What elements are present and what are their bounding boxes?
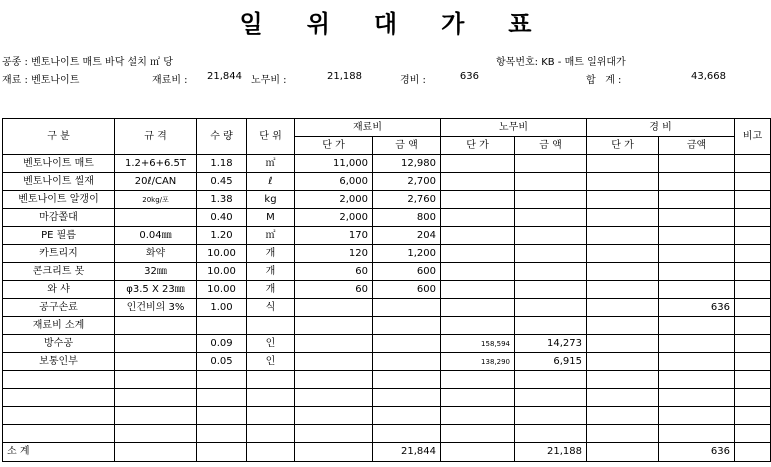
header-l-amount: 금 액 xyxy=(515,137,587,155)
row-unit: 식 xyxy=(247,299,295,317)
row-unit: 개 xyxy=(247,263,295,281)
row-labor-price xyxy=(441,245,515,263)
row-qty: 1.00 xyxy=(197,299,247,317)
row-note xyxy=(735,155,771,173)
row-material-amount: 600 xyxy=(373,263,441,281)
row-material-amount: 1,200 xyxy=(373,245,441,263)
row-material-amount xyxy=(373,335,441,353)
table-row xyxy=(3,281,771,299)
work-label: 공종 : xyxy=(2,57,28,68)
row-expense-amount xyxy=(659,335,735,353)
row-material-amount xyxy=(373,317,441,335)
row-qty: 0.09 xyxy=(197,335,247,353)
row-labor-price xyxy=(441,425,515,443)
row-expense-amount xyxy=(659,209,735,227)
row-unit: M xyxy=(247,209,295,227)
table-row xyxy=(3,227,771,245)
row-material-price xyxy=(295,317,373,335)
subtotal-material: 21,844 xyxy=(373,443,441,462)
row-labor-amount xyxy=(515,191,587,209)
row-expense-price xyxy=(587,299,659,317)
row-labor-price xyxy=(441,155,515,173)
row-qty: 10.00 xyxy=(197,281,247,299)
table-row xyxy=(3,263,771,281)
row-item xyxy=(3,407,115,425)
header-item: 구 분 xyxy=(3,119,115,155)
row-unit xyxy=(247,389,295,407)
material-info xyxy=(2,71,79,86)
row-expense-amount xyxy=(659,353,735,371)
row-qty xyxy=(197,389,247,407)
row-material-amount xyxy=(373,299,441,317)
row-expense-amount xyxy=(659,263,735,281)
row-labor-amount xyxy=(515,407,587,425)
row-spec xyxy=(115,425,197,443)
row-labor-amount xyxy=(515,227,587,245)
row-labor-price xyxy=(441,389,515,407)
row-unit xyxy=(247,317,295,335)
table-row xyxy=(3,407,771,425)
row-labor-amount xyxy=(515,425,587,443)
row-item: 벤토나이트 씰재 xyxy=(3,173,115,191)
row-material-price xyxy=(295,389,373,407)
row-material-amount xyxy=(373,389,441,407)
row-material-price xyxy=(295,371,373,389)
row-qty: 10.00 xyxy=(197,245,247,263)
row-unit: kg xyxy=(247,191,295,209)
row-spec: 20kg/포 xyxy=(115,191,197,209)
row-expense-amount xyxy=(659,155,735,173)
row-note xyxy=(735,335,771,353)
row-material-amount: 2,760 xyxy=(373,191,441,209)
row-labor-price: 138,290 xyxy=(441,353,515,371)
row-expense-price xyxy=(587,389,659,407)
expense-label: 경비 : xyxy=(400,75,426,86)
row-expense-price xyxy=(587,227,659,245)
header-row-1 xyxy=(3,119,771,137)
row-material-amount: 2,700 xyxy=(373,173,441,191)
row-labor-amount xyxy=(515,371,587,389)
row-spec: 0.04㎜ xyxy=(115,227,197,245)
page-title xyxy=(0,4,771,39)
table-row xyxy=(3,389,771,407)
row-spec: 인건비의 3% xyxy=(115,299,197,317)
row-item xyxy=(3,389,115,407)
row-expense-price xyxy=(587,425,659,443)
row-note xyxy=(735,317,771,335)
header-spec: 규 격 xyxy=(115,119,197,155)
title-char: 위 xyxy=(306,9,374,38)
row-qty: 1.20 xyxy=(197,227,247,245)
row-labor-price xyxy=(441,263,515,281)
row-item: 공구손료 xyxy=(3,299,115,317)
row-qty: 10.00 xyxy=(197,263,247,281)
row-note xyxy=(735,353,771,371)
row-material-amount: 800 xyxy=(373,209,441,227)
table-row xyxy=(3,155,771,173)
row-labor-price xyxy=(441,227,515,245)
row-note xyxy=(735,191,771,209)
row-note xyxy=(735,281,771,299)
row-expense-amount xyxy=(659,371,735,389)
row-expense-amount xyxy=(659,227,735,245)
row-note xyxy=(735,263,771,281)
row-unit: ㎡ xyxy=(247,227,295,245)
header-e-price: 단 가 xyxy=(587,137,659,155)
row-unit: ㎡ xyxy=(247,155,295,173)
title-char: 일 xyxy=(239,9,307,38)
row-item: 와 샤 xyxy=(3,281,115,299)
row-spec: φ3.5 X 23㎜ xyxy=(115,281,197,299)
row-labor-price: 158,594 xyxy=(441,335,515,353)
row-expense-price xyxy=(587,371,659,389)
row-material-amount xyxy=(373,425,441,443)
row-note xyxy=(735,227,771,245)
row-note xyxy=(735,407,771,425)
item-number: 항목번호: KB - 매트 일위대가 xyxy=(496,57,626,68)
row-labor-price xyxy=(441,317,515,335)
row-spec xyxy=(115,371,197,389)
row-material-price: 170 xyxy=(295,227,373,245)
row-material-price: 2,000 xyxy=(295,191,373,209)
title-char: 가 xyxy=(441,9,509,38)
row-item xyxy=(3,425,115,443)
table-row xyxy=(3,173,771,191)
row-labor-amount: 14,273 xyxy=(515,335,587,353)
row-qty: 0.05 xyxy=(197,353,247,371)
row-labor-price xyxy=(441,191,515,209)
table-row xyxy=(3,317,771,335)
work-type xyxy=(2,53,173,68)
row-spec xyxy=(115,353,197,371)
row-unit: 개 xyxy=(247,281,295,299)
row-expense-price xyxy=(587,209,659,227)
row-labor-amount xyxy=(515,281,587,299)
row-unit xyxy=(247,407,295,425)
row-qty xyxy=(197,407,247,425)
row-labor-amount xyxy=(515,317,587,335)
row-material-price: 11,000 xyxy=(295,155,373,173)
material-label: 재료 : xyxy=(2,75,28,86)
header-labor: 노무비 xyxy=(441,119,587,137)
row-labor-amount: 6,915 xyxy=(515,353,587,371)
row-expense-price xyxy=(587,335,659,353)
row-item: 벤토나이트 알갱이 xyxy=(3,191,115,209)
row-qty xyxy=(197,317,247,335)
row-spec: 1.2+6+6.5T xyxy=(115,155,197,173)
row-spec xyxy=(115,335,197,353)
row-note xyxy=(735,299,771,317)
subtotal-label: 소 계 xyxy=(3,443,115,462)
row-expense-amount: 636 xyxy=(659,299,735,317)
row-qty xyxy=(197,371,247,389)
row-item: 재료비 소계 xyxy=(3,317,115,335)
labor-cost-label: 노무비 : xyxy=(251,75,287,86)
table-row xyxy=(3,335,771,353)
total-value: 43,668 xyxy=(691,71,726,82)
row-qty: 0.45 xyxy=(197,173,247,191)
row-item: 방수공 xyxy=(3,335,115,353)
row-item xyxy=(3,371,115,389)
unit-price-table xyxy=(2,118,771,462)
title-char: 표 xyxy=(508,9,576,38)
row-material-price xyxy=(295,425,373,443)
row-labor-price xyxy=(441,299,515,317)
row-note xyxy=(735,389,771,407)
row-labor-amount xyxy=(515,155,587,173)
row-labor-amount xyxy=(515,209,587,227)
row-expense-price xyxy=(587,191,659,209)
row-note xyxy=(735,371,771,389)
row-spec xyxy=(115,407,197,425)
row-labor-price xyxy=(441,371,515,389)
row-expense-amount xyxy=(659,389,735,407)
row-material-price: 60 xyxy=(295,263,373,281)
row-unit: 인 xyxy=(247,353,295,371)
subtotal-row xyxy=(3,443,771,462)
table-row xyxy=(3,299,771,317)
row-labor-amount xyxy=(515,299,587,317)
row-labor-amount xyxy=(515,389,587,407)
row-spec: 화약 xyxy=(115,245,197,263)
header-note: 비고 xyxy=(735,119,771,155)
header-expense: 경 비 xyxy=(587,119,735,137)
title-char: 대 xyxy=(373,9,442,38)
row-labor-price xyxy=(441,209,515,227)
expense-value: 636 xyxy=(459,71,479,82)
material-cost-label: 재료비 : xyxy=(152,75,188,86)
row-labor-amount xyxy=(515,245,587,263)
row-qty: 1.18 xyxy=(197,155,247,173)
total-label: 합 계 : xyxy=(586,75,622,86)
row-expense-price xyxy=(587,281,659,299)
row-qty: 0.40 xyxy=(197,209,247,227)
row-material-price: 120 xyxy=(295,245,373,263)
row-labor-price xyxy=(441,173,515,191)
row-expense-amount xyxy=(659,425,735,443)
row-material-amount: 12,980 xyxy=(373,155,441,173)
subtotal-labor: 21,188 xyxy=(515,443,587,462)
row-material-price xyxy=(295,407,373,425)
row-unit: 개 xyxy=(247,245,295,263)
row-item: 콘크리트 못 xyxy=(3,263,115,281)
row-expense-price xyxy=(587,317,659,335)
table-row xyxy=(3,191,771,209)
row-expense-amount xyxy=(659,407,735,425)
header-unit: 단 위 xyxy=(247,119,295,155)
header-material: 재료비 xyxy=(295,119,441,137)
material-cost-value: 21,844 xyxy=(207,71,242,82)
row-item: 벤토나이트 매트 xyxy=(3,155,115,173)
row-item: 보통인부 xyxy=(3,353,115,371)
table-row xyxy=(3,353,771,371)
row-note xyxy=(735,245,771,263)
row-expense-price xyxy=(587,173,659,191)
table-row xyxy=(3,371,771,389)
subtotal-expense: 636 xyxy=(659,443,735,462)
header-e-amount: 금액 xyxy=(659,137,735,155)
row-qty: 1.38 xyxy=(197,191,247,209)
row-expense-amount xyxy=(659,245,735,263)
row-expense-price xyxy=(587,155,659,173)
row-spec xyxy=(115,389,197,407)
row-material-price xyxy=(295,299,373,317)
row-expense-amount xyxy=(659,191,735,209)
row-labor-price xyxy=(441,281,515,299)
row-item: PE 필름 xyxy=(3,227,115,245)
row-spec: 20ℓ/CAN xyxy=(115,173,197,191)
row-note xyxy=(735,425,771,443)
row-note xyxy=(735,209,771,227)
row-labor-amount xyxy=(515,263,587,281)
table-row xyxy=(3,425,771,443)
table-row xyxy=(3,245,771,263)
row-unit xyxy=(247,371,295,389)
row-material-amount: 600 xyxy=(373,281,441,299)
header-m-amount: 금 액 xyxy=(373,137,441,155)
row-note xyxy=(735,173,771,191)
row-expense-price xyxy=(587,353,659,371)
row-qty xyxy=(197,425,247,443)
row-material-amount xyxy=(373,407,441,425)
header-m-price: 단 가 xyxy=(295,137,373,155)
row-labor-price xyxy=(441,407,515,425)
table-row xyxy=(3,209,771,227)
header-qty: 수 량 xyxy=(197,119,247,155)
row-labor-amount xyxy=(515,173,587,191)
row-material-price: 60 xyxy=(295,281,373,299)
row-spec xyxy=(115,209,197,227)
row-expense-price xyxy=(587,263,659,281)
row-material-amount xyxy=(373,353,441,371)
row-material-price xyxy=(295,335,373,353)
labor-cost-value: 21,188 xyxy=(327,71,362,82)
row-item: 카트리지 xyxy=(3,245,115,263)
row-expense-amount xyxy=(659,317,735,335)
row-material-amount: 204 xyxy=(373,227,441,245)
row-spec xyxy=(115,317,197,335)
row-expense-price xyxy=(587,407,659,425)
row-unit: 인 xyxy=(247,335,295,353)
row-unit: ℓ xyxy=(247,173,295,191)
row-material-price: 2,000 xyxy=(295,209,373,227)
material-value: 벤토나이트 xyxy=(31,75,80,86)
row-expense-price xyxy=(587,245,659,263)
row-spec: 32㎜ xyxy=(115,263,197,281)
row-expense-amount xyxy=(659,281,735,299)
row-expense-amount xyxy=(659,173,735,191)
work-value: 벤토나이트 매트 바닥 설치 ㎡ 당 xyxy=(31,57,173,68)
header-l-price: 단 가 xyxy=(441,137,515,155)
row-material-price: 6,000 xyxy=(295,173,373,191)
row-material-price xyxy=(295,353,373,371)
row-unit xyxy=(247,425,295,443)
row-item: 마감쫄대 xyxy=(3,209,115,227)
row-material-amount xyxy=(373,371,441,389)
